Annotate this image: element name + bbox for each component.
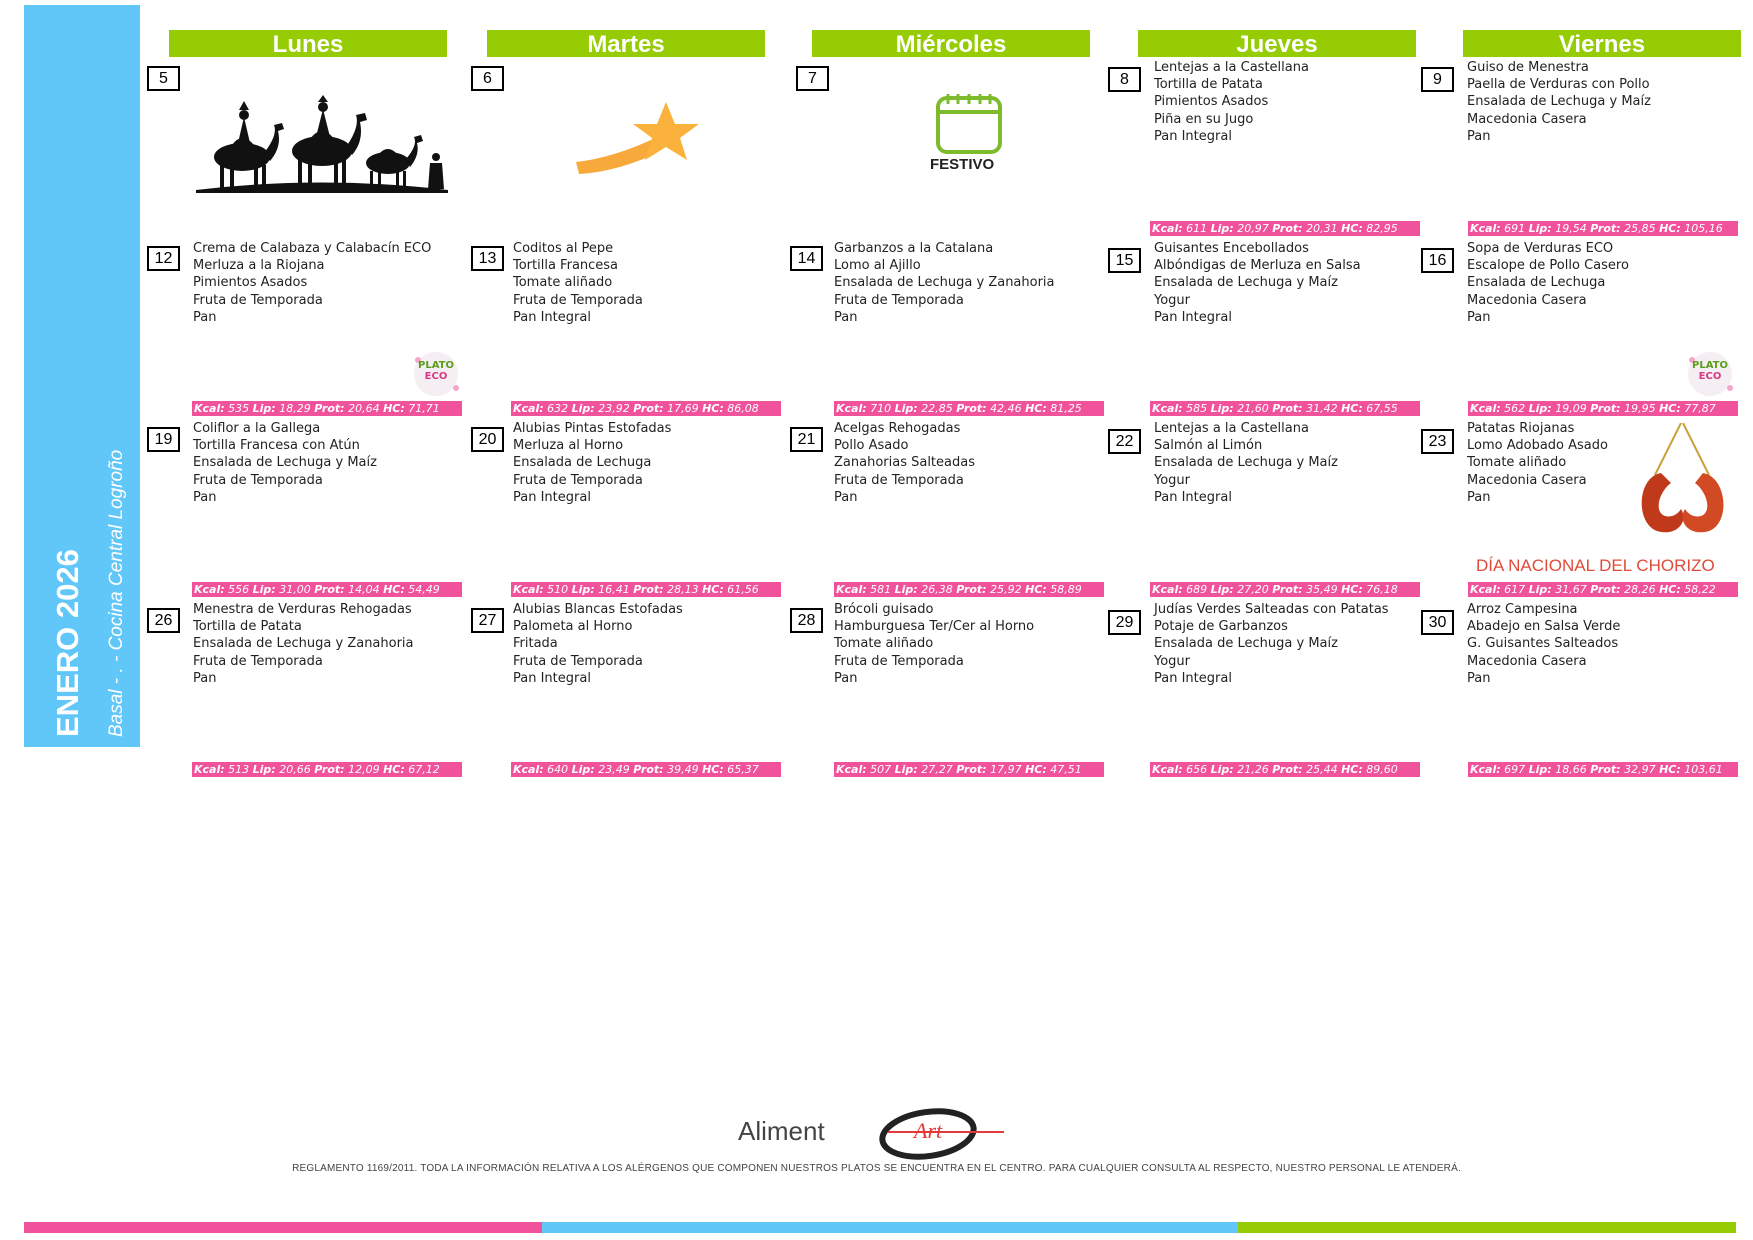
nutrition-bar: Kcal: 632 Lip: 23,92 Prot: 17,69 HC: 86,08 [511,401,781,416]
header-jueves: Jueves [1138,30,1416,57]
plato-eco-badge: PLATO ECO [1684,350,1736,398]
nutrition-bar: Kcal: 513 Lip: 20,66 Prot: 12,09 HC: 67,12 [192,762,462,777]
menu-item: Escalope de Pollo Casero [1467,258,1629,274]
menu-item: Pan Integral [1154,489,1232,505]
date-number: 7 [796,66,829,91]
menu-item: Pan [1467,128,1491,144]
date-number: 12 [147,246,180,271]
menu-item: Fruta de Temporada [193,472,323,488]
menu-list [1154,59,1309,145]
menu-item: Pollo Asado [834,438,909,454]
nutrition-bar: Kcal: 585 Lip: 21,60 Prot: 31,42 HC: 67,55 [1150,401,1420,416]
day-cell [471,423,771,603]
menu-list [513,601,683,687]
menu-item: Fruta de Temporada [834,472,964,488]
date-number: 16 [1421,248,1454,273]
menu-item: Macedonia Casera [1467,292,1587,308]
date-number: 23 [1421,429,1454,454]
menu-item: Albóndigas de Merluza en Salsa [1154,258,1361,274]
menu-item: Ensalada de Lechuga y Maíz [1154,455,1338,471]
menu-list [834,420,975,506]
day-cell [147,423,447,603]
menu-item: Crema de Calabaza y Calabacín ECO [193,241,432,256]
menu-item: Tortilla Francesa con Atún [193,438,360,454]
menu-list [193,420,377,506]
menu-item: Merluza al Horno [513,438,624,454]
menu-list [1467,601,1620,687]
menu-item: Ensalada de Lechuga y Zanahoria [834,275,1055,291]
menu-item: Ensalada de Lechuga y Maíz [1467,94,1651,110]
menu-item: Ensalada de Lechuga y Maíz [193,455,377,471]
menu-item: Tomate aliñado [513,275,613,291]
menu-item: Guiso de Menestra [1467,60,1589,75]
menu-item: Fruta de Temporada [834,292,964,308]
menu-item: Fruta de Temporada [834,653,964,669]
nutrition-bar: Kcal: 581 Lip: 26,38 Prot: 25,92 HC: 58,89 [834,582,1104,597]
menu-item: Yogur [1154,472,1191,488]
menu-list [1467,240,1629,326]
menu-item: Macedonia Casera [1467,653,1587,669]
menu-list [513,240,643,326]
menu-item: Zanahorias Salteadas [834,455,975,471]
menu-item: Potaje de Garbanzos [1154,619,1288,635]
month-title: ENERO 2026 [50,549,85,737]
date-number: 30 [1421,610,1454,635]
nutrition-bar: Kcal: 697 Lip: 18,66 Prot: 32,97 HC: 103,61 [1468,762,1738,777]
date-number: 5 [147,66,180,91]
menu-item: Ensalada de Lechuga [1467,275,1606,291]
menu-item: Coliflor a la Gallega [193,421,321,436]
menu-item: Fruta de Temporada [513,653,643,669]
date-number: 13 [471,246,504,271]
menu-list [1467,420,1608,506]
date-number: 29 [1108,610,1141,635]
menu-item: Paella de Verduras con Pollo [1467,77,1650,93]
menu-item: G. Guisantes Salteados [1467,636,1619,652]
calendar-icon [934,92,1004,156]
menu-list [1467,59,1651,145]
menu-item: Lentejas a la Castellana [1154,421,1309,436]
menu-item: Garbanzos a la Catalana [834,241,994,256]
header-martes: Martes [487,30,765,57]
footer-bar-green [1238,1222,1736,1233]
menu-list [1154,420,1338,506]
menu-item: Pan [193,670,217,686]
menu-item: Tortilla Francesa [513,258,619,274]
menu-item: Fruta de Temporada [193,292,323,308]
menu-item: Pan [834,670,858,686]
menu-item: Pan [193,489,217,505]
day-cell [471,243,771,423]
menu-item: Fritada [513,636,558,652]
day-cell [471,604,771,784]
nutrition-bar: Kcal: 689 Lip: 27,20 Prot: 35,49 HC: 76,18 [1150,582,1420,597]
menu-item: Ensalada de Lechuga [513,455,652,471]
date-number: 15 [1108,248,1141,273]
menu-item: Macedonia Casera [1467,111,1587,127]
menu-item: Salmón al Limón [1154,438,1263,454]
menu-item: Tomate aliñado [1467,455,1567,471]
festivo-label: FESTIVO [930,156,995,173]
menu-item: Macedonia Casera [1467,472,1587,488]
menu-item: Alubias Blancas Estofadas [513,602,683,617]
nutrition-bar: Kcal: 510 Lip: 16,41 Prot: 28,13 HC: 61,56 [511,582,781,597]
menu-item: Alubias Pintas Estofadas [513,421,672,436]
three-kings-camels-icon [192,95,452,195]
menu-item: Fruta de Temporada [513,472,643,488]
day-cell [147,243,447,423]
day-cell [1108,243,1408,423]
footer-bar-blue [542,1222,1238,1233]
day-cell [1108,62,1408,242]
header-lunes: Lunes [169,30,447,57]
day-cell [1108,604,1408,784]
nutrition-bar: Kcal: 640 Lip: 23,49 Prot: 39,49 HC: 65,37 [511,762,781,777]
day-cell [1421,243,1721,423]
menu-item: Palometa al Horno [513,619,633,635]
menu-item: Yogur [1154,653,1191,669]
menu-item: Pan Integral [513,309,591,325]
alimentart-logo: Aliment Art [738,1108,1008,1160]
header-miercoles: Miércoles [812,30,1090,57]
menu-list [193,601,414,687]
day-cell [790,423,1090,603]
nutrition-bar: Kcal: 556 Lip: 31,00 Prot: 14,04 HC: 54,49 [192,582,462,597]
menu-item: Yogur [1154,292,1191,308]
menu-item: Arroz Campesina [1467,602,1578,617]
menu-item: Hamburguesa Ter/Cer al Horno [834,619,1035,635]
day-cell [471,62,771,242]
menu-item: Pan Integral [513,670,591,686]
menu-item: Merluza a la Riojana [193,258,325,274]
menu-item: Pan [1467,489,1491,505]
allergen-notice: REGLAMENTO 1169/2011. TODA LA INFORMACIÓN RELATIVA A LOS ALÉRGENOS QUE COMPONEN NUESTROS PLATOS SE ENCUENTRA EN EL CENTRO. PARA CUALQUIER CONSULTA AL RESPECTO, NUESTRO PERSONAL LE ATENDERÁ. [292,1163,1461,1174]
menu-item: Pimientos Asados [1154,94,1269,110]
menu-item: Ensalada de Lechuga y Maíz [1154,275,1338,291]
menu-item: Pan [193,309,217,325]
menu-item: Menestra de Verduras Rehogadas [193,602,412,617]
menu-item: Pan Integral [513,489,591,505]
menu-list [193,240,431,326]
header-viernes: Viernes [1463,30,1741,57]
day-cell [147,604,447,784]
nutrition-bar: Kcal: 710 Lip: 22,85 Prot: 42,46 HC: 81,25 [834,401,1104,416]
menu-item: Acelgas Rehogadas [834,421,961,436]
date-number: 14 [790,246,823,271]
menu-item: Pan [834,309,858,325]
nutrition-bar: Kcal: 562 Lip: 19,09 Prot: 19,95 HC: 77,87 [1468,401,1738,416]
menu-item: Fruta de Temporada [513,292,643,308]
menu-item: Lomo Adobado Asado [1467,438,1608,454]
date-number: 22 [1108,429,1141,454]
menu-item: Pan Integral [1154,128,1232,144]
menu-list [834,240,1055,326]
nutrition-bar: Kcal: 656 Lip: 21,26 Prot: 25,44 HC: 89,60 [1150,762,1420,777]
chorizo-day-label: DÍA NACIONAL DEL CHORIZO [1476,556,1715,575]
nutrition-bar: Kcal: 691 Lip: 19,54 Prot: 25,85 HC: 105,16 [1468,221,1738,236]
menu-list [1154,601,1389,687]
date-number: 9 [1421,67,1454,92]
nutrition-bar: Kcal: 507 Lip: 27,27 Prot: 17,97 HC: 47,51 [834,762,1104,777]
nutrition-bar: Kcal: 617 Lip: 31,67 Prot: 28,26 HC: 58,22 [1468,582,1738,597]
chorizo-icon [1631,423,1741,543]
menu-item: Ensalada de Lechuga y Zanahoria [193,636,414,652]
nutrition-bar: Kcal: 535 Lip: 18,29 Prot: 20,64 HC: 71,71 [192,401,462,416]
date-number: 6 [471,66,504,91]
menu-item: Pan Integral [1154,309,1232,325]
month-sidebar [24,5,140,747]
date-number: 28 [790,608,823,633]
day-cell [790,243,1090,423]
menu-item: Sopa de Verduras ECO [1467,241,1614,256]
menu-list [834,601,1034,687]
menu-item: Pan [1467,309,1491,325]
menu-item: Guisantes Encebollados [1154,241,1309,256]
date-number: 19 [147,427,180,452]
date-number: 26 [147,608,180,633]
date-number: 20 [471,427,504,452]
menu-item: Patatas Riojanas [1467,421,1575,436]
day-cell [147,62,447,242]
shooting-star-icon [571,100,711,180]
menu-list [1154,240,1361,326]
menu-item: Lomo al Ajillo [834,258,921,274]
day-cell [790,604,1090,784]
menu-item: Tortilla de Patata [193,619,302,635]
menu-list [513,420,671,506]
date-number: 27 [471,608,504,633]
menu-item: Pan [1467,670,1491,686]
menu-item: Ensalada de Lechuga y Maíz [1154,636,1338,652]
menu-item: Fruta de Temporada [193,653,323,669]
day-cell [796,62,1096,242]
menu-item: Pan Integral [1154,670,1232,686]
menu-item: Piña en su Jugo [1154,111,1254,127]
day-cell [1108,423,1408,603]
menu-item: Coditos al Pepe [513,241,614,256]
menu-item: Pan [834,489,858,505]
menu-item: Tomate aliñado [834,636,934,652]
day-cell [1421,604,1721,784]
day-cell [1421,62,1721,242]
menu-item: Tortilla de Patata [1154,77,1263,93]
day-cell [1421,423,1721,603]
menu-item: Lentejas a la Castellana [1154,60,1309,75]
kitchen-subtitle: Basal - . - Cocina Central Logroño [106,449,127,737]
date-number: 21 [790,427,823,452]
menu-item: Judías Verdes Salteadas con Patatas [1154,602,1389,617]
date-number: 8 [1108,67,1141,92]
menu-item: Brócoli guisado [834,602,934,617]
menu-item: Abadejo en Salsa Verde [1467,619,1621,635]
plato-eco-badge: PLATO ECO [410,350,462,398]
footer-bar-pink [24,1222,542,1233]
nutrition-bar: Kcal: 611 Lip: 20,97 Prot: 20,31 HC: 82,95 [1150,221,1420,236]
menu-item: Pimientos Asados [193,275,308,291]
